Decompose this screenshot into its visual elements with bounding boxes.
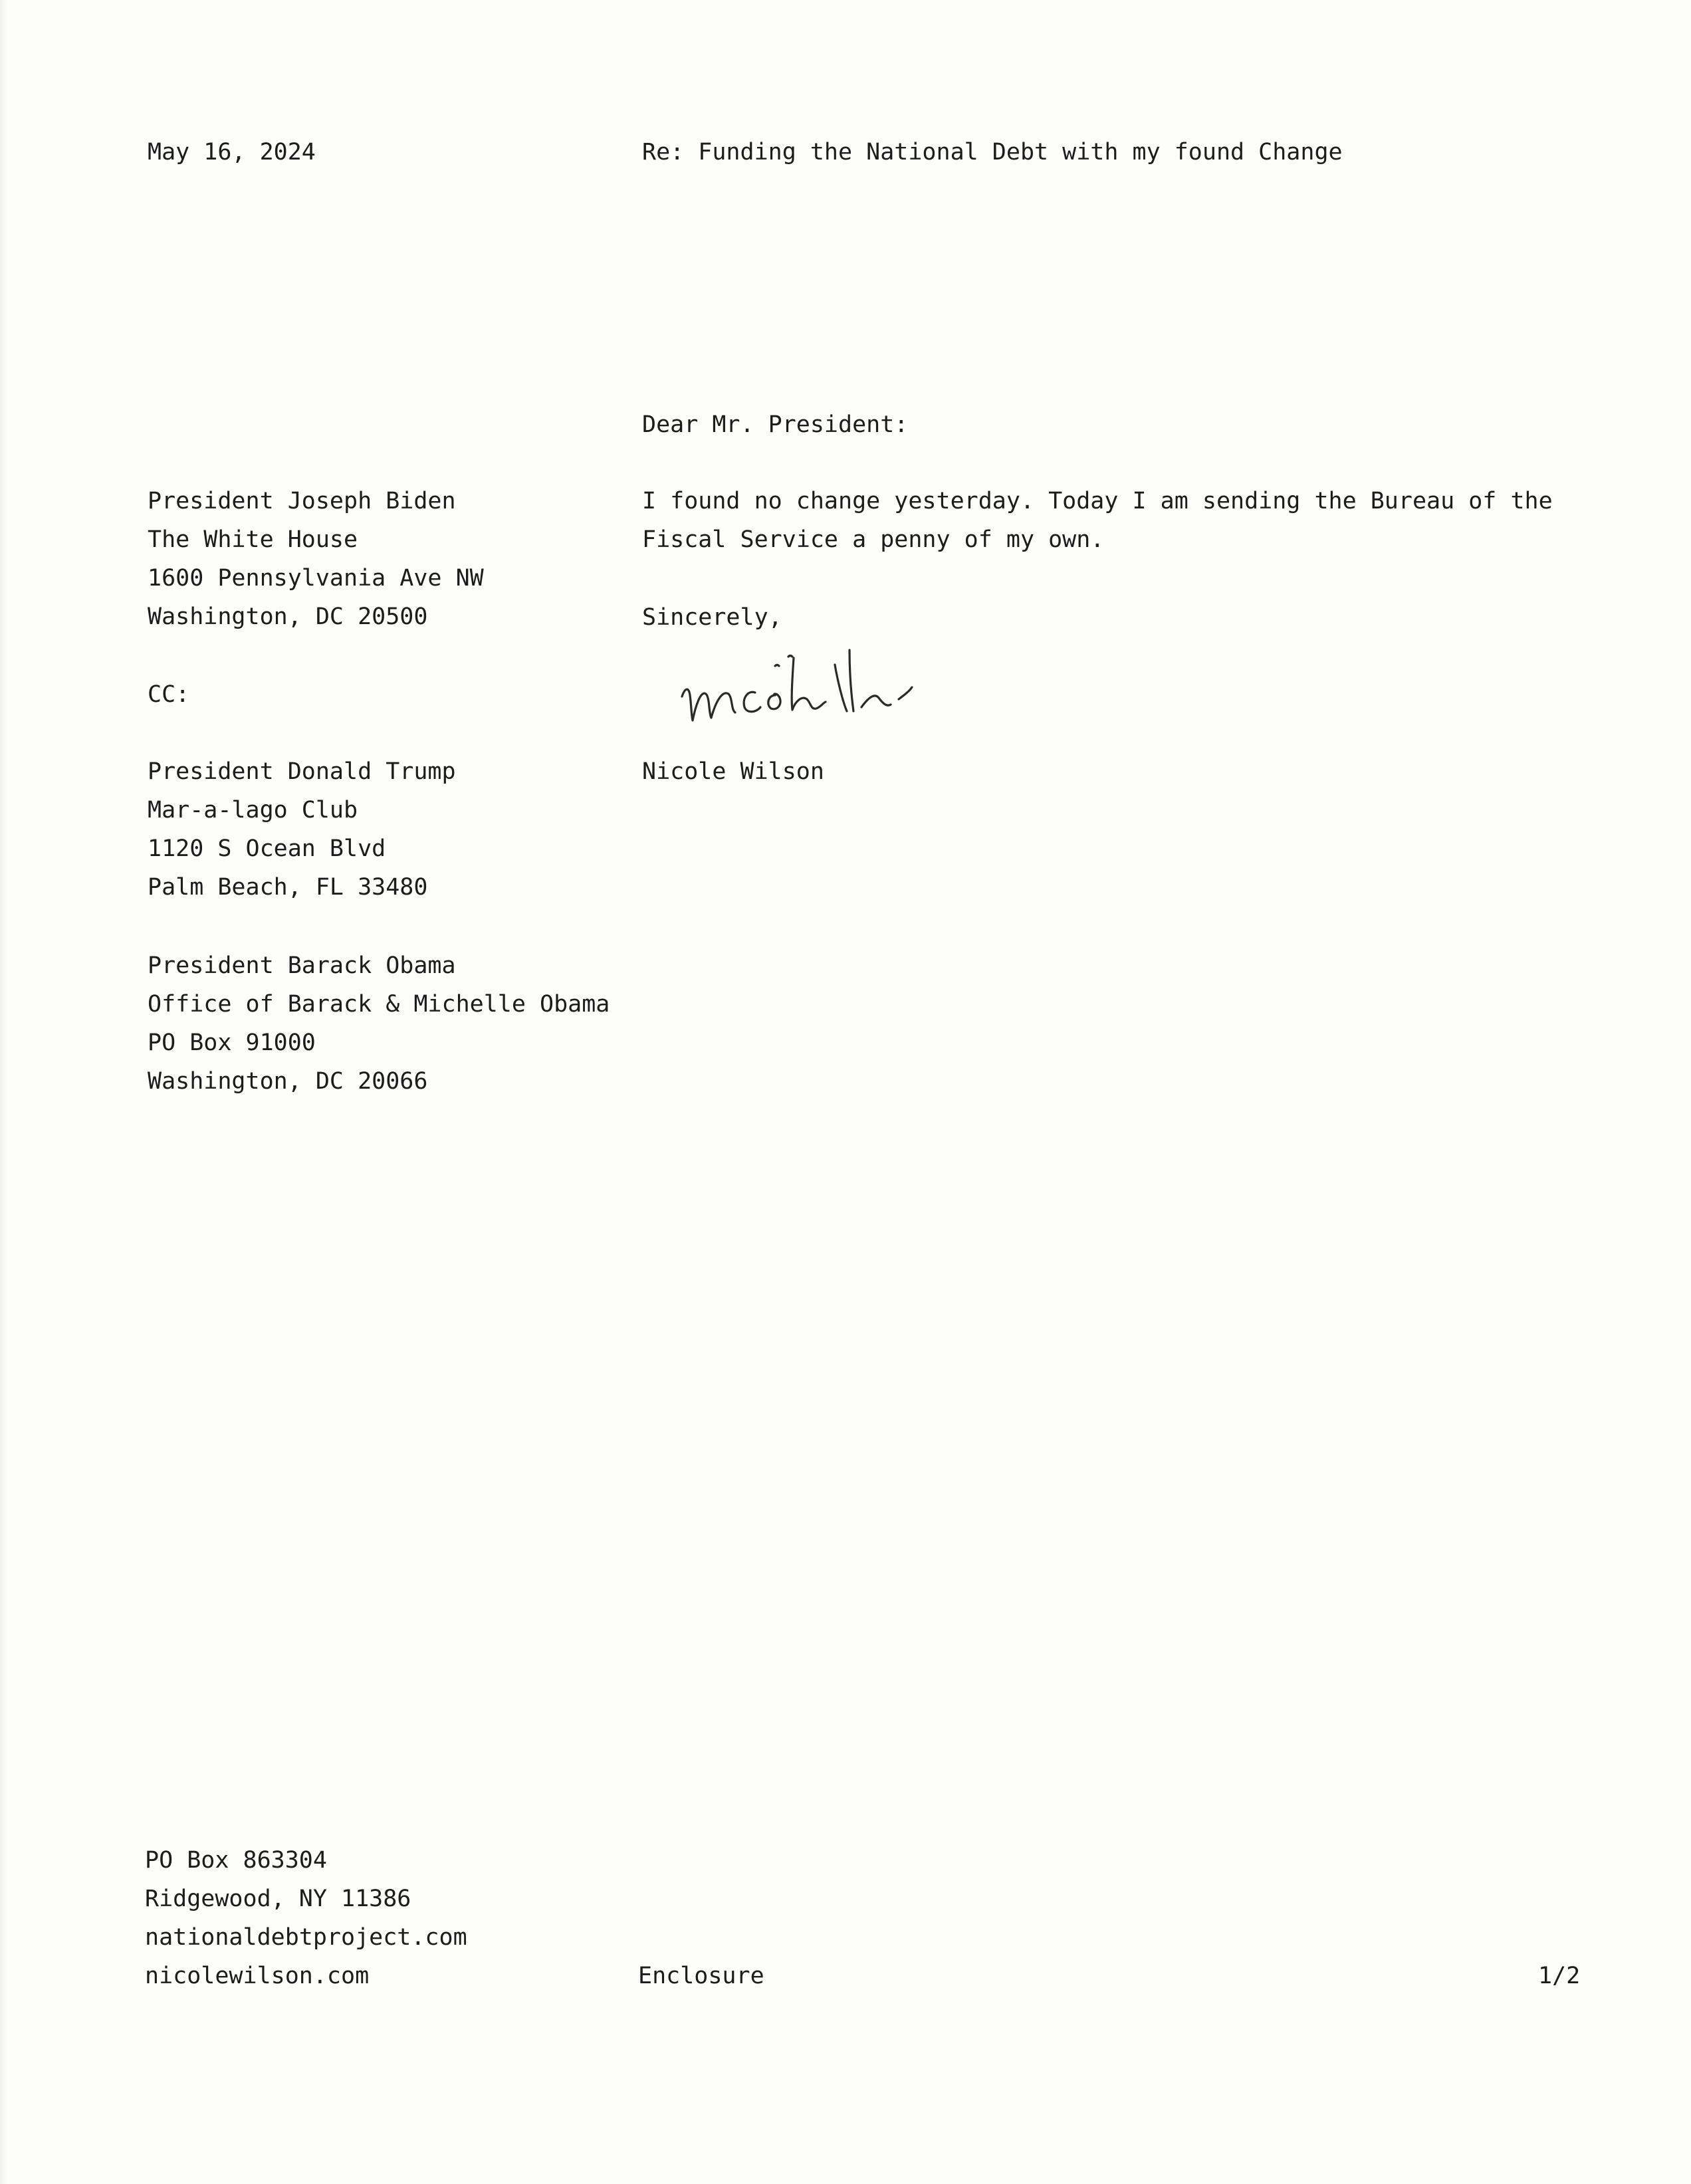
enclosure-note — [638, 1957, 764, 1995]
recipient-organization: The White House — [148, 526, 358, 553]
cc-recipient-street: 1120 S Ocean Blvd — [148, 835, 386, 862]
body-line: Fiscal Service a penny of my own. — [642, 526, 1105, 553]
cc-recipient-address — [148, 946, 610, 1101]
cc-recipient-organization: Office of Barack & Michelle Obama — [148, 991, 610, 1018]
cc-label-text: CC: — [148, 681, 190, 708]
sender-city: Ridgewood, NY 11386 — [145, 1886, 411, 1912]
cc-label — [148, 675, 189, 714]
cc-recipient-name: President Donald Trump — [148, 758, 456, 785]
sender-address — [145, 1841, 467, 1995]
cc-recipient-city: Palm Beach, FL 33480 — [148, 874, 428, 901]
signer-name — [642, 752, 824, 791]
closing — [642, 598, 782, 637]
date-text: May 16, 2024 — [148, 139, 316, 165]
letter-subject — [642, 133, 1343, 171]
cc-recipient-organization: Mar-a-lago Club — [148, 797, 358, 823]
signer-text: Nicole Wilson — [642, 758, 824, 785]
salutation-text: Dear Mr. President: — [642, 411, 909, 438]
subject-text: Re: Funding the National Debt with my found Change — [642, 139, 1343, 165]
page-edge-shadow — [0, 0, 7, 2184]
cc-recipient-address — [148, 752, 456, 907]
handwritten-signature — [675, 638, 1021, 744]
recipient-address — [148, 482, 484, 636]
closing-text: Sincerely, — [642, 604, 782, 631]
page-number-text: 1/2 — [1538, 1963, 1581, 1989]
enclosure-text: Enclosure — [638, 1963, 764, 1989]
sender-po-box: PO Box 863304 — [145, 1847, 327, 1874]
letter-body — [642, 482, 1586, 559]
sender-website: nationaldebtproject.com — [145, 1924, 467, 1951]
body-line: I found no change yesterday. Today I am sending the Bureau of the — [642, 488, 1553, 514]
recipient-name: President Joseph Biden — [148, 488, 456, 514]
recipient-city: Washington, DC 20500 — [148, 603, 428, 630]
page-number — [1538, 1957, 1580, 1995]
signature-image — [675, 638, 1021, 744]
cc-recipient-city: Washington, DC 20066 — [148, 1068, 428, 1095]
sender-website: nicolewilson.com — [145, 1963, 370, 1989]
salutation — [642, 405, 908, 444]
cc-recipient-name: President Barack Obama — [148, 952, 456, 979]
letter-date — [148, 133, 316, 171]
recipient-street: 1600 Pennsylvania Ave NW — [148, 565, 484, 592]
cc-recipient-street: PO Box 91000 — [148, 1030, 316, 1056]
